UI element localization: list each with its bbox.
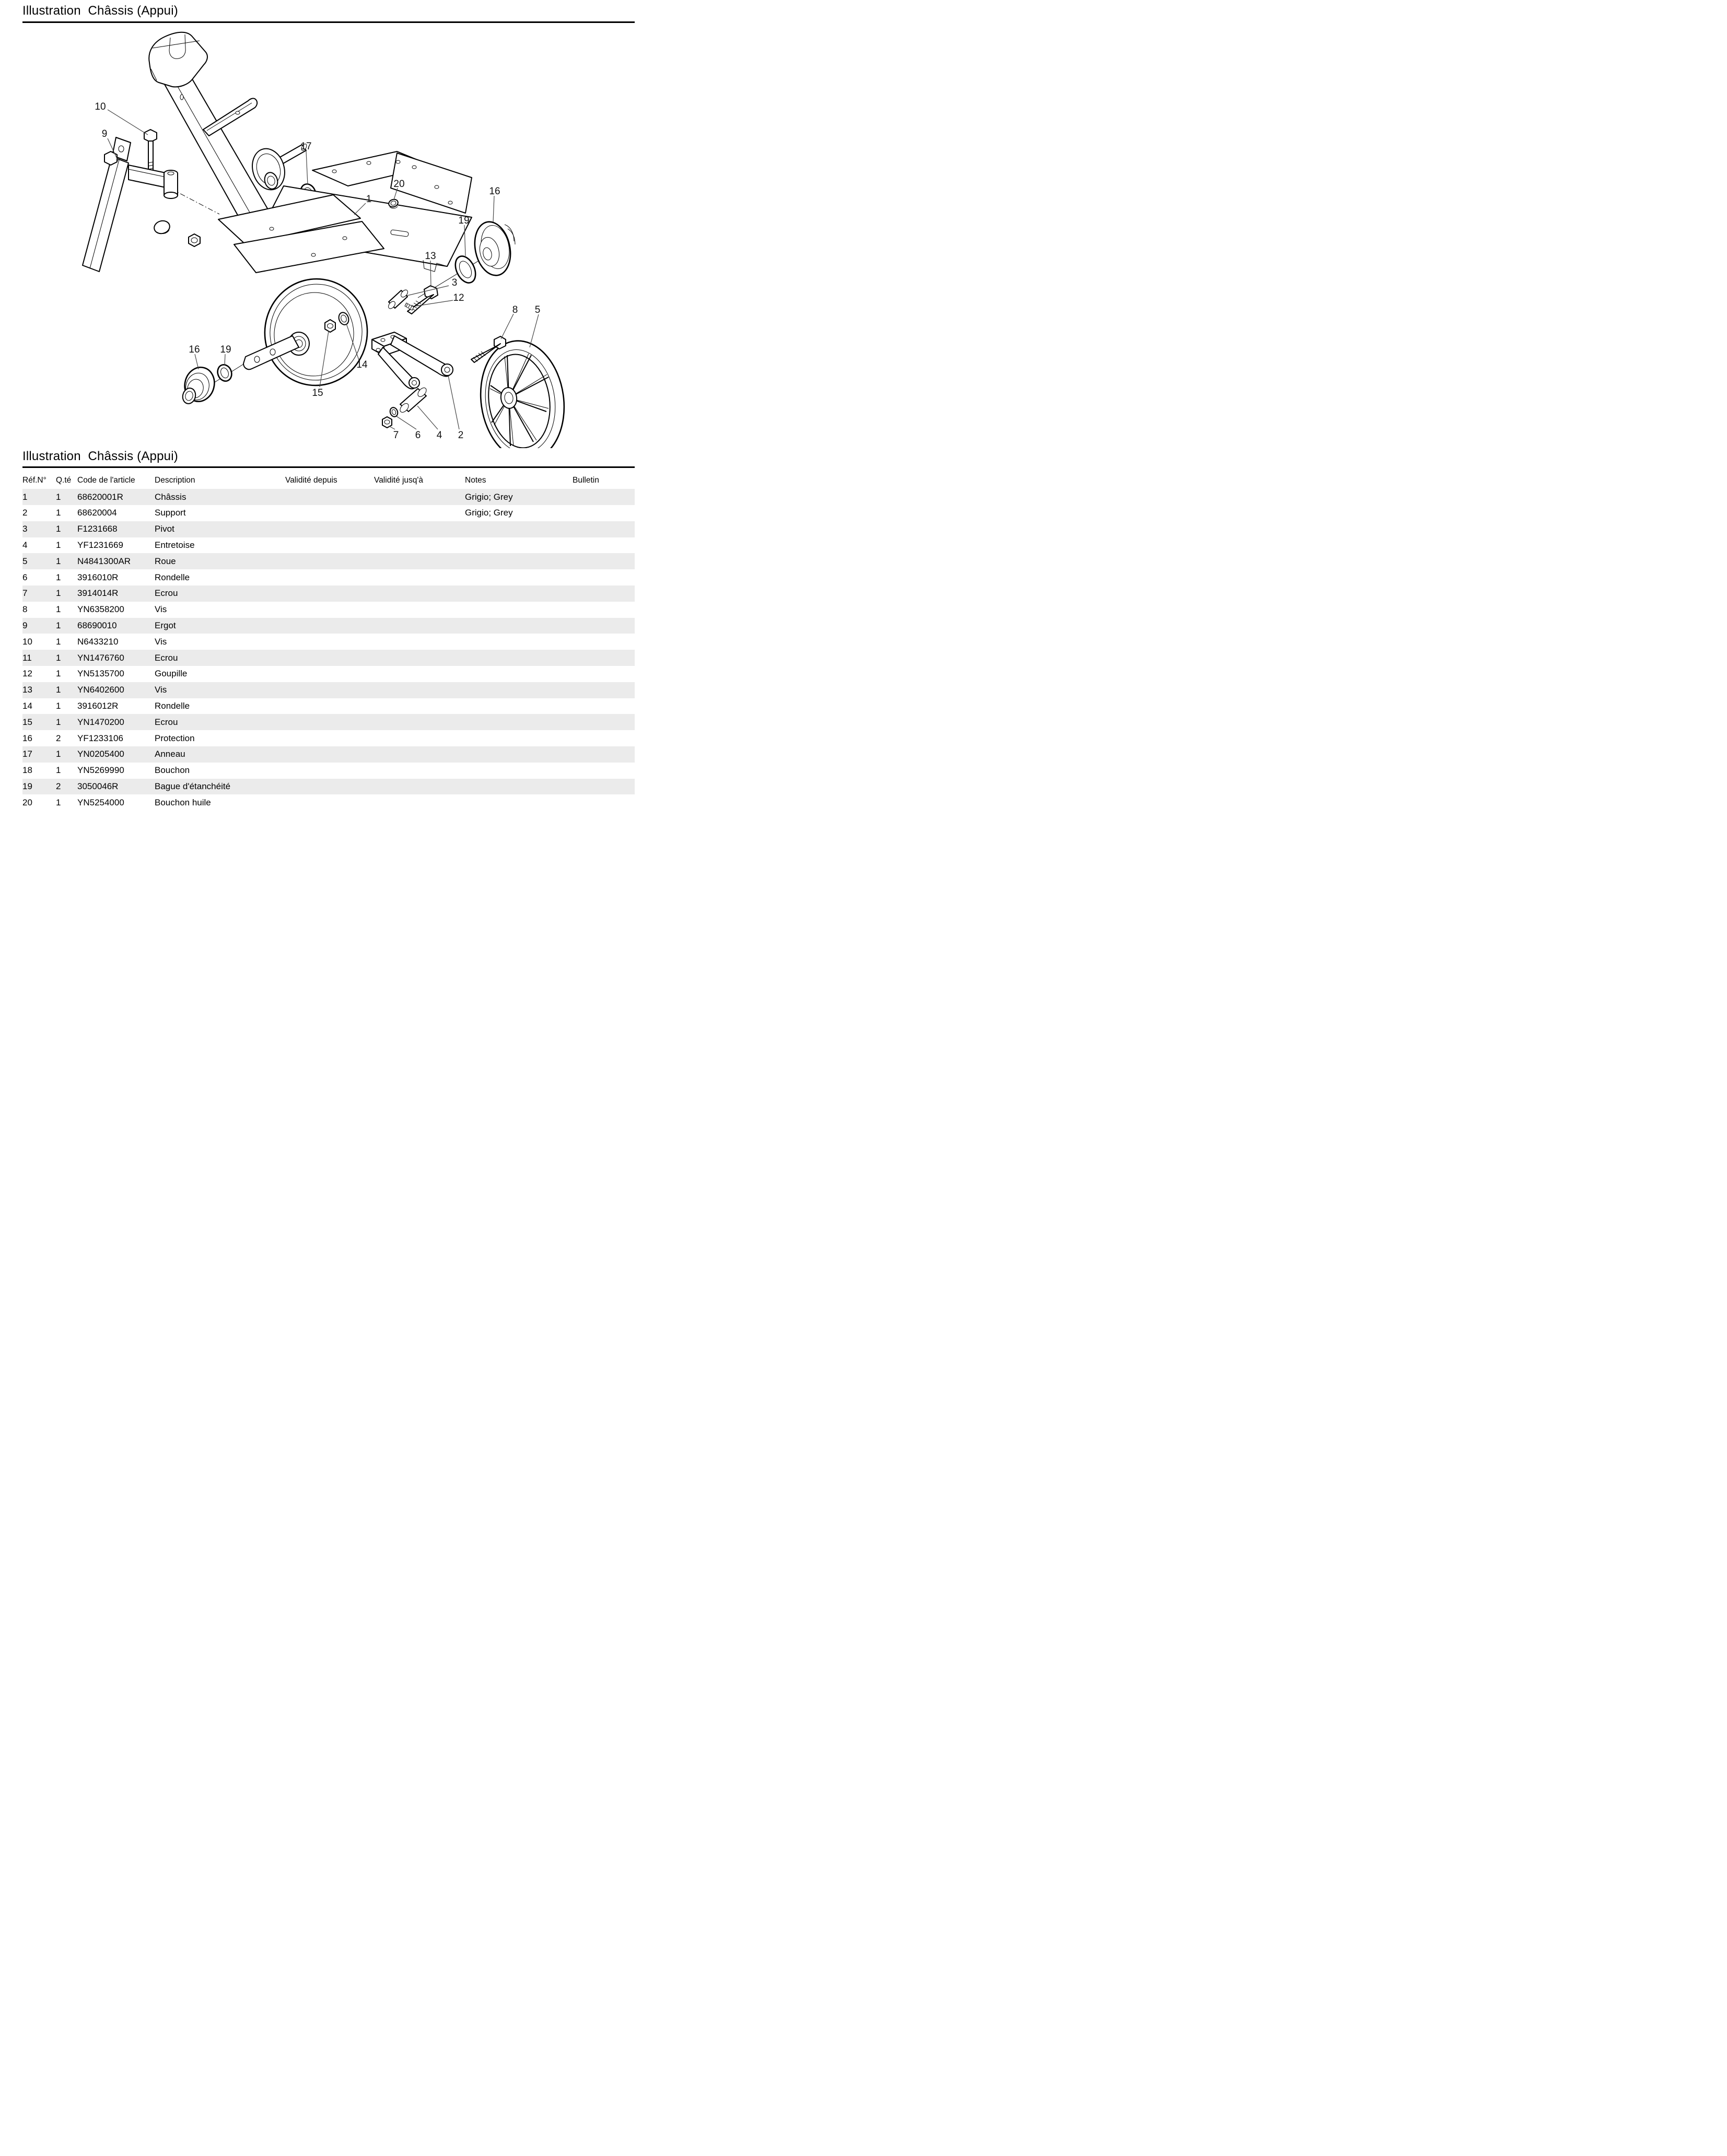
cell-ref: 4 — [22, 540, 28, 550]
cell-to — [374, 521, 465, 537]
cell-to — [374, 698, 465, 714]
protection-16-right — [470, 218, 515, 278]
cell-from — [285, 682, 374, 698]
callout-label: 13 — [425, 250, 436, 262]
callout-label: 20 — [393, 178, 405, 190]
cell-from — [285, 569, 374, 585]
callout-label: 1 — [366, 193, 372, 205]
cell-ref: 5 — [22, 556, 28, 566]
arm-bolt-head — [104, 151, 117, 165]
cell-ref: 18 — [22, 765, 32, 776]
cell-to — [374, 489, 465, 505]
column-header-7: Bulletin — [573, 476, 599, 485]
cell-to — [374, 537, 465, 554]
cell-ref: 19 — [22, 781, 32, 791]
cell-notes — [465, 585, 573, 602]
cell-desc: Rondelle — [155, 700, 190, 711]
nut-11 — [189, 234, 200, 247]
cell-qty: 1 — [56, 749, 61, 759]
cell-ref: 7 — [22, 588, 28, 599]
cell-code: 68620004 — [77, 508, 117, 518]
cell-from — [285, 553, 374, 569]
cell-to — [374, 682, 465, 698]
cell-desc: Ecrou — [155, 588, 178, 599]
column-header-6: Notes — [465, 476, 486, 485]
parts-table — [22, 468, 635, 811]
cell-desc: Roue — [155, 556, 176, 566]
cell-notes — [465, 602, 573, 618]
cell-qty: 2 — [56, 781, 61, 791]
callout-label: 19 — [220, 344, 231, 355]
cell-bulletin — [573, 714, 635, 730]
callout-label: 19 — [458, 215, 470, 226]
cell-to — [374, 634, 465, 650]
cell-from — [285, 763, 374, 779]
callout-leader — [195, 354, 199, 369]
callout-leader — [108, 110, 148, 135]
cell-notes — [465, 618, 573, 634]
cell-desc: Châssis — [155, 491, 186, 502]
cell-code: 3916012R — [77, 700, 119, 711]
callout-label: 3 — [451, 277, 458, 288]
cell-code: YN5254000 — [77, 797, 124, 807]
cell-notes — [465, 569, 573, 585]
nut-7 — [382, 417, 392, 428]
table-row — [22, 489, 635, 505]
cell-ref: 16 — [22, 733, 32, 743]
cell-qty: 1 — [56, 540, 61, 550]
cell-to — [374, 779, 465, 795]
cell-code: 3914014R — [77, 588, 119, 599]
cell-from — [285, 634, 374, 650]
cell-bulletin — [573, 730, 635, 746]
cell-bulletin — [573, 553, 635, 569]
cell-bulletin — [573, 682, 635, 698]
cell-ref: 3 — [22, 524, 28, 534]
cell-desc: Vis — [155, 685, 167, 695]
cell-notes — [465, 779, 573, 795]
cell-notes — [465, 650, 573, 666]
cell-qty: 1 — [56, 669, 61, 679]
plug-18 — [153, 219, 171, 235]
cell-ref: 10 — [22, 636, 32, 647]
column-header-2: Code de l'article — [77, 476, 135, 485]
cell-ref: 12 — [22, 669, 32, 679]
cell-code: YF1233106 — [77, 733, 123, 743]
column-header-4: Validité depuis — [285, 476, 337, 485]
cell-from — [285, 521, 374, 537]
cell-notes: Grigio; Grey — [465, 491, 513, 502]
table-row — [22, 763, 635, 779]
cell-to — [374, 730, 465, 746]
cell-notes — [465, 730, 573, 746]
cell-bulletin — [573, 698, 635, 714]
cell-desc: Support — [155, 508, 186, 518]
hub-bearing — [248, 143, 308, 194]
cell-bulletin — [573, 505, 635, 521]
cell-ref: 6 — [22, 572, 28, 582]
callout-leader — [396, 416, 416, 429]
callout-leader — [389, 426, 395, 429]
cell-to — [374, 553, 465, 569]
cell-qty: 1 — [56, 604, 61, 615]
cell-from — [285, 618, 374, 634]
cell-from — [285, 585, 374, 602]
table-row — [22, 585, 635, 602]
callout-label: 7 — [393, 429, 399, 441]
cell-ref: 9 — [22, 620, 28, 630]
table-row — [22, 730, 635, 746]
cell-ref: 20 — [22, 797, 32, 807]
cell-desc: Protection — [155, 733, 195, 743]
cell-to — [374, 763, 465, 779]
cell-bulletin — [573, 618, 635, 634]
cell-notes — [465, 634, 573, 650]
cell-to — [374, 618, 465, 634]
cell-desc: Ecrou — [155, 717, 178, 727]
callout-label: 4 — [436, 429, 442, 441]
cell-notes — [465, 746, 573, 763]
cell-from — [285, 794, 374, 811]
cell-notes — [465, 763, 573, 779]
cell-qty: 1 — [56, 685, 61, 695]
callout-leader — [501, 314, 514, 339]
cell-from — [285, 666, 374, 682]
cell-bulletin — [573, 650, 635, 666]
cell-code: YN5269990 — [77, 765, 124, 776]
cell-qty: 1 — [56, 508, 61, 518]
cell-from — [285, 779, 374, 795]
cell-notes: Grigio; Grey — [465, 508, 513, 518]
cell-desc: Vis — [155, 604, 167, 615]
cell-qty: 1 — [56, 572, 61, 582]
callout-leader — [493, 196, 494, 222]
cell-desc: Vis — [155, 636, 167, 647]
table-row — [22, 698, 635, 714]
cell-bulletin — [573, 602, 635, 618]
cell-code: F1231668 — [77, 524, 118, 534]
callout-leader — [448, 376, 459, 429]
cell-from — [285, 650, 374, 666]
cell-bulletin — [573, 537, 635, 554]
cell-code: YN1476760 — [77, 652, 124, 663]
table-row — [22, 505, 635, 521]
stand-leg-9 — [83, 137, 178, 272]
spacer-4 — [399, 386, 428, 414]
cell-desc: Bague d'étanchéité — [155, 781, 231, 791]
table-row — [22, 714, 635, 730]
table-row — [22, 537, 635, 554]
cell-notes — [465, 521, 573, 537]
cell-to — [374, 505, 465, 521]
table-row — [22, 666, 635, 682]
cell-to — [374, 569, 465, 585]
cell-code: YN0205400 — [77, 749, 124, 759]
cell-desc: Ecrou — [155, 652, 178, 663]
cell-code: 3916010R — [77, 572, 119, 582]
callout-leader — [417, 406, 438, 429]
cell-notes — [465, 794, 573, 811]
cell-desc: Rondelle — [155, 572, 190, 582]
table-row — [22, 746, 635, 763]
cell-from — [285, 489, 374, 505]
nut-15 — [325, 320, 335, 332]
cell-code: 68690010 — [77, 620, 117, 630]
washer-6 — [389, 406, 399, 418]
cell-notes — [465, 682, 573, 698]
cell-bulletin — [573, 585, 635, 602]
table-row — [22, 602, 635, 618]
cell-qty: 1 — [56, 636, 61, 647]
cell-qty: 1 — [56, 652, 61, 663]
cell-qty: 1 — [56, 588, 61, 599]
cell-code: YF1231669 — [77, 540, 123, 550]
cell-ref: 1 — [22, 491, 28, 502]
cell-desc: Bouchon huile — [155, 797, 211, 807]
cell-from — [285, 698, 374, 714]
cell-code: N6433210 — [77, 636, 119, 647]
cell-desc: Goupille — [155, 669, 188, 679]
page — [0, 4, 648, 811]
cell-ref: 13 — [22, 685, 32, 695]
callout-label: 8 — [512, 304, 518, 315]
cell-to — [374, 602, 465, 618]
callout-label: 9 — [101, 128, 108, 139]
callout-label: 10 — [95, 101, 106, 112]
table-row — [22, 634, 635, 650]
cell-notes — [465, 553, 573, 569]
cell-qty: 1 — [56, 765, 61, 776]
table-row — [22, 794, 635, 811]
cell-code: YN5135700 — [77, 669, 124, 679]
cell-ref: 17 — [22, 749, 32, 759]
cell-ref: 15 — [22, 717, 32, 727]
cell-qty: 1 — [56, 700, 61, 711]
cell-bulletin — [573, 779, 635, 795]
table-section-title: Illustration Châssis (Appui) — [22, 449, 178, 463]
cell-code: YN6358200 — [77, 604, 124, 615]
cell-to — [374, 666, 465, 682]
cell-bulletin — [573, 666, 635, 682]
cell-from — [285, 746, 374, 763]
callout-leader — [530, 314, 539, 347]
cell-qty: 1 — [56, 524, 61, 534]
table-row — [22, 682, 635, 698]
cell-ref: 11 — [22, 652, 32, 663]
title-rule — [22, 21, 635, 23]
cell-desc: Ergot — [155, 620, 176, 630]
cell-qty: 1 — [56, 491, 61, 502]
cell-code: 3050046R — [77, 781, 119, 791]
cell-to — [374, 746, 465, 763]
table-row — [22, 521, 635, 537]
column-header-0: Réf.N° — [22, 476, 46, 485]
cell-to — [374, 585, 465, 602]
column-header-3: Description — [155, 476, 195, 485]
cell-ref: 2 — [22, 508, 28, 518]
cell-desc: Entretoise — [155, 540, 195, 550]
diagram-art — [83, 32, 571, 448]
split-pin-12 — [405, 303, 414, 310]
cell-qty: 2 — [56, 733, 61, 743]
cell-bulletin — [573, 794, 635, 811]
cell-from — [285, 505, 374, 521]
table-row — [22, 569, 635, 585]
cell-to — [374, 714, 465, 730]
table-row — [22, 779, 635, 795]
cell-code: N4841300AR — [77, 556, 131, 566]
support-2 — [372, 332, 453, 389]
cell-ref: 14 — [22, 700, 32, 711]
exploded-diagram — [0, 30, 648, 448]
callout-label: 16 — [489, 185, 500, 197]
cell-ref: 8 — [22, 604, 28, 615]
callout-label: 6 — [415, 429, 421, 441]
cell-qty: 1 — [56, 717, 61, 727]
cell-from — [285, 714, 374, 730]
cell-code: YN6402600 — [77, 685, 124, 695]
table-row — [22, 650, 635, 666]
protection-16-left — [181, 364, 218, 405]
cell-notes — [465, 537, 573, 554]
cell-bulletin — [573, 521, 635, 537]
column-header-1: Q.té — [56, 476, 72, 485]
page-title: Illustration Châssis (Appui) — [22, 4, 178, 18]
cell-bulletin — [573, 489, 635, 505]
mast-head — [149, 32, 207, 87]
callout-label: 5 — [534, 304, 541, 315]
cell-from — [285, 602, 374, 618]
callout-leader — [306, 151, 308, 185]
cell-desc: Pivot — [155, 524, 174, 534]
column-header-5: Validité jusq'à — [374, 476, 424, 485]
cell-code: YN1470200 — [77, 717, 124, 727]
callout-label: 15 — [312, 387, 323, 399]
cell-notes — [465, 698, 573, 714]
cell-desc: Anneau — [155, 749, 185, 759]
cell-to — [374, 650, 465, 666]
table-row — [22, 618, 635, 634]
table-row — [22, 553, 635, 569]
cell-from — [285, 730, 374, 746]
callout-label: 12 — [453, 292, 464, 303]
cell-code: 68620001R — [77, 491, 123, 502]
cell-notes — [465, 666, 573, 682]
cell-qty: 1 — [56, 620, 61, 630]
callout-label: 17 — [300, 140, 312, 152]
cell-to — [374, 794, 465, 811]
parts-table-header — [22, 468, 635, 489]
cell-bulletin — [573, 569, 635, 585]
cell-from — [285, 537, 374, 554]
callout-label: 2 — [458, 429, 464, 441]
cell-bulletin — [573, 763, 635, 779]
cell-notes — [465, 714, 573, 730]
cell-bulletin — [573, 746, 635, 763]
cell-bulletin — [573, 634, 635, 650]
callout-label: 14 — [356, 359, 368, 370]
callout-label: 16 — [189, 344, 200, 355]
cell-desc: Bouchon — [155, 765, 190, 776]
cell-qty: 1 — [56, 556, 61, 566]
cell-qty: 1 — [56, 797, 61, 807]
callout-leader — [430, 261, 431, 287]
